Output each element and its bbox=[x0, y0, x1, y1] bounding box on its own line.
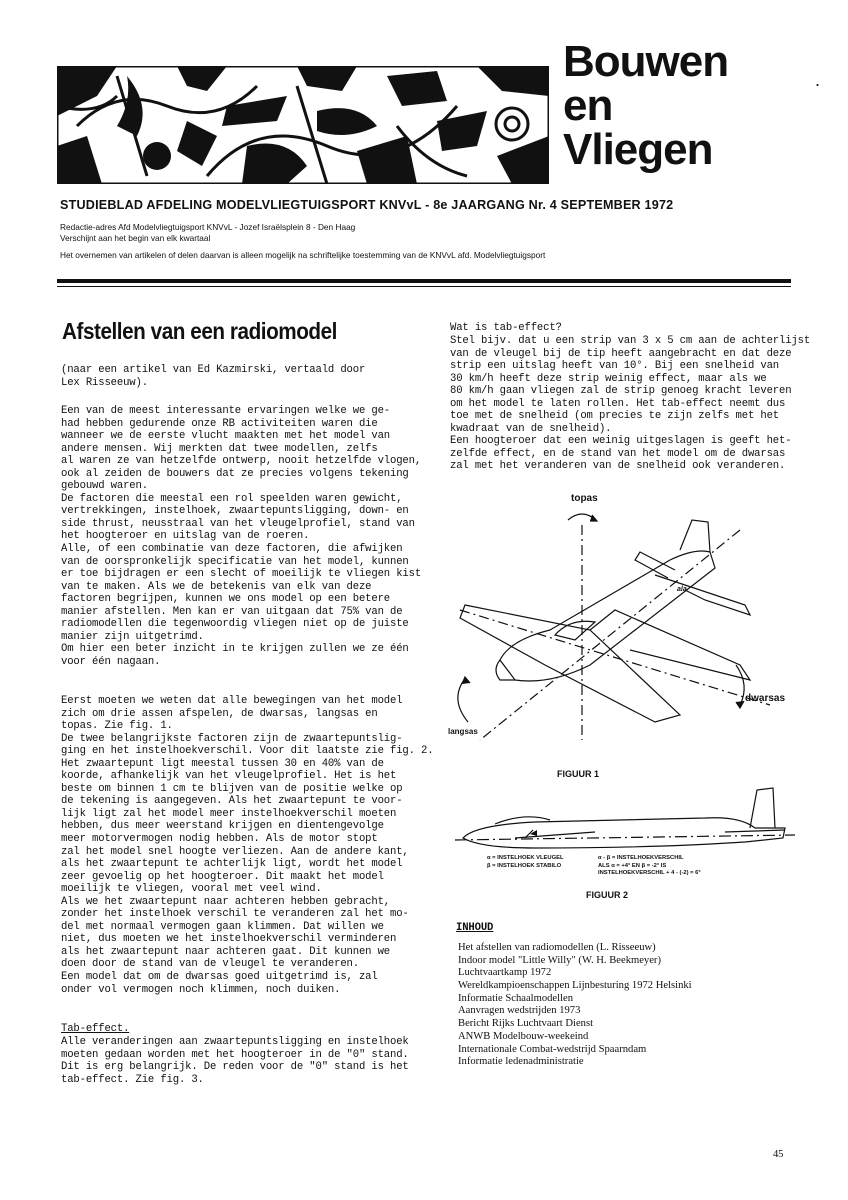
contents-item: Informatie ledenadministratie bbox=[458, 1056, 584, 1068]
contents-item: Het afstellen van radiomodellen (L. Risseeuw) bbox=[458, 942, 656, 953]
contents-heading: INHOUD bbox=[456, 922, 494, 934]
contents-item: Informatie Schaalmodellen bbox=[458, 992, 574, 1004]
title-dot: . bbox=[815, 70, 821, 90]
figure-2-side-view bbox=[455, 780, 800, 900]
masthead-banner-artwork bbox=[57, 66, 549, 184]
title-line-2: en bbox=[563, 81, 613, 130]
tab-effect-heading: Tab-effect. bbox=[61, 1023, 130, 1035]
dwarsas-label: dwarsas bbox=[745, 693, 786, 704]
header-rule-thick bbox=[57, 279, 791, 283]
issue-line: STUDIEBLAD AFDELING MODELVLIEGTUIGSPORT KNVvL - 8e JAARGANG Nr. 4 SEPTEMBER 1972 bbox=[60, 198, 674, 212]
editorial-address bbox=[60, 222, 355, 244]
page-number: 45 bbox=[773, 1149, 784, 1160]
contents-item: Indoor model "Little Willy" (W. H. Beekmeyer) bbox=[458, 954, 661, 966]
publication-frequency: Verschijnt aan het begin van elk kwartaal bbox=[60, 233, 211, 243]
article-title: Afstellen van een radiomodel bbox=[62, 318, 337, 344]
article-paragraph-2: Eerst moeten we weten dat alle bewegingen van het model zich om drie assen afspelen, de dwarsas, langsas en topas. Zie fig. 1. De twee belangrijkste factoren zijn de zwaartepuntslig- ging en het instelhoekverschil. Voor dit laatste zie fig. 2. Het zwaartepunt ligt meestal tussen 30 en 40% van de koorde, afhankelijk van het vleugelprofiel. Het is het beste om binnen 1 cm te blijven van de positie welke op de tekening is aangegeven. Als het zwaartepunt te voor- lijk ligt zal het model meer instelhoekverschil moeten hebben, dus meer weerstand krijgen en dientengevolge meer motorvermogen nodig hebben. Als de motor stopt zal het model snel hoogte verliezen. Aan de andere kant, als het zwaartepunt te achterlijk ligt, wordt het model zeer gevoelig op het hoogteroer. Dit maakt het model moeilijk te vliegen, vooral met veel wind. Als we het zwaartepunt naar achteren hebben gebracht, zonder het instelhoek verschil te veranderen zal het mo- del met normaal vermogen gaan klimmen. Dat willen we niet, dus moeten we het instelhoekverschil verminderen als het zwaartepunt naar achteren gaat. Dit kunnen we doen door de stand van de vleugel te veranderen. Een model dat om de dwarsas goed uitgetrimd is, zal onder vol vermogen noch klimmen, noch duiken. bbox=[61, 695, 434, 996]
contents-item: Bericht Rijks Luchtvaart Dienst bbox=[458, 1018, 594, 1030]
contents-item: ANWB Modelbouw-weekeind bbox=[458, 1030, 589, 1042]
contents-list bbox=[458, 942, 692, 1069]
topas-label: topas bbox=[571, 493, 598, 504]
article-paragraph-3: Alle veranderingen aan zwaartepuntsligging en instelhoek moeten gedaan worden met het hoogteroer in de "0" stand. Dit is erg belangrijk. De reden voor de "0" stand is het tab-effect. Zie fig. 3. bbox=[61, 1036, 409, 1086]
contents-item: Luchtvaartkamp 1972 bbox=[458, 967, 552, 979]
header-rule-thin bbox=[57, 286, 791, 287]
contents-item: Internationale Combat-wedstrijd Spaarndam bbox=[458, 1043, 647, 1055]
contents-item: Wereldkampioenschappen Lijnbesturing 1972 Helsinki bbox=[458, 980, 692, 992]
article-byline: (naar een artikel van Ed Kazmirski, vertaald door Lex Risseeuw). bbox=[61, 364, 366, 389]
title-line-1: Bouwen bbox=[563, 37, 729, 86]
figure-2-legend-difference: α - β = INSTELHOEKVERSCHIL ALS α = +4° EN β = -2° IS INSTELHOEKVERSCHIL + 4 - (-2) = 6° bbox=[598, 855, 701, 876]
contents-item: Aanvragen wedstrijden 1973 bbox=[458, 1005, 581, 1017]
copyright-notice: Het overnemen van artikelen of delen daarvan is alleen mogelijk na schriftelijke toestemming van de KNVvL afd. Modelvliegtuigsport bbox=[60, 250, 546, 260]
figure-2-caption: FIGUUR 2 bbox=[586, 890, 629, 900]
tab-effect-paragraph: Stel bijv. dat u een strip van 3 x 5 cm aan de achterlijst van de vleugel bij de tip heeft aangebracht en dat deze strip een uitslag heeft van 10°. Bij een snelheid van 30 km/h heeft deze strip weinig effect, maar als we 80 km/h gaan vliegen zal de strip genoeg kracht leveren om het model te laten rollen. Het tab-effect neemt dus toe met de snelheid (om precies te zijn zelfs met het kwadraat van de snelheid). Een hoogteroer dat een weinig uitgeslagen is geeft het- zelfde effect, en de stand van het model om de dwarsas zal met het veranderen van de snelheid ook veranderen. bbox=[450, 335, 811, 473]
title-line-3: Vliegen bbox=[563, 125, 713, 174]
langsas-label: langsas bbox=[448, 727, 478, 736]
tab-effect-question: Wat is tab-effect? bbox=[450, 322, 562, 334]
figure-1-aircraft-axes bbox=[440, 490, 800, 765]
figure-1-caption: FIGUUR 1 bbox=[557, 769, 600, 779]
magazine-title bbox=[563, 37, 803, 174]
article-paragraph-1: Een van de meest interessante ervaringen welke we ge- had hebben gedurende onze RB activiteiten waren die wanneer we de eerste vlucht maakten met het model van andere mensen. Wij merkten dat twee modellen, zelfs al waren ze van hetzelfde ontwerp, nooit hetzelfde vlogen, ook al zeiden de bouwers dat ze precies volgens tekening gebouwd waren. De factoren die meestal een rol speelden waren gewicht, vertrekkingen, instelhoek, zwaartepuntsligging, down- en side thrust, neusstraal van het vleugelprofiel, stand van het hoogteroer en uitslag van de roeren. Alle, of een combinatie van deze factoren, die afwijken van de oorspronkelijk specificatie van het model, kunnen er toe bijdragen er een slecht of moeilijk te vliegen kist van te maken. Als we de betekenis van elk van deze factoren begrijpen, kunnen we ons model op een betere manier afstellen. Men kan er van uitgaan dat 75% van de radiomodellen die tegenwoordig vliegen niet op de juiste manier zijn uitgetrimd. Om hier een beter inzicht in te krijgen zullen we ze één voor één nagaan. bbox=[61, 405, 422, 668]
editorial-address-line: Redactie-adres Afd Modelvliegtuigsport KNVvL - Jozef Israëlsplein 8 - Den Haag bbox=[60, 222, 356, 232]
figure-2-legend-angles: α = INSTELHOEK VLEUGEL β = INSTELHOEK STABILO bbox=[487, 855, 564, 869]
figure-1-ala-label: ala bbox=[677, 586, 687, 593]
